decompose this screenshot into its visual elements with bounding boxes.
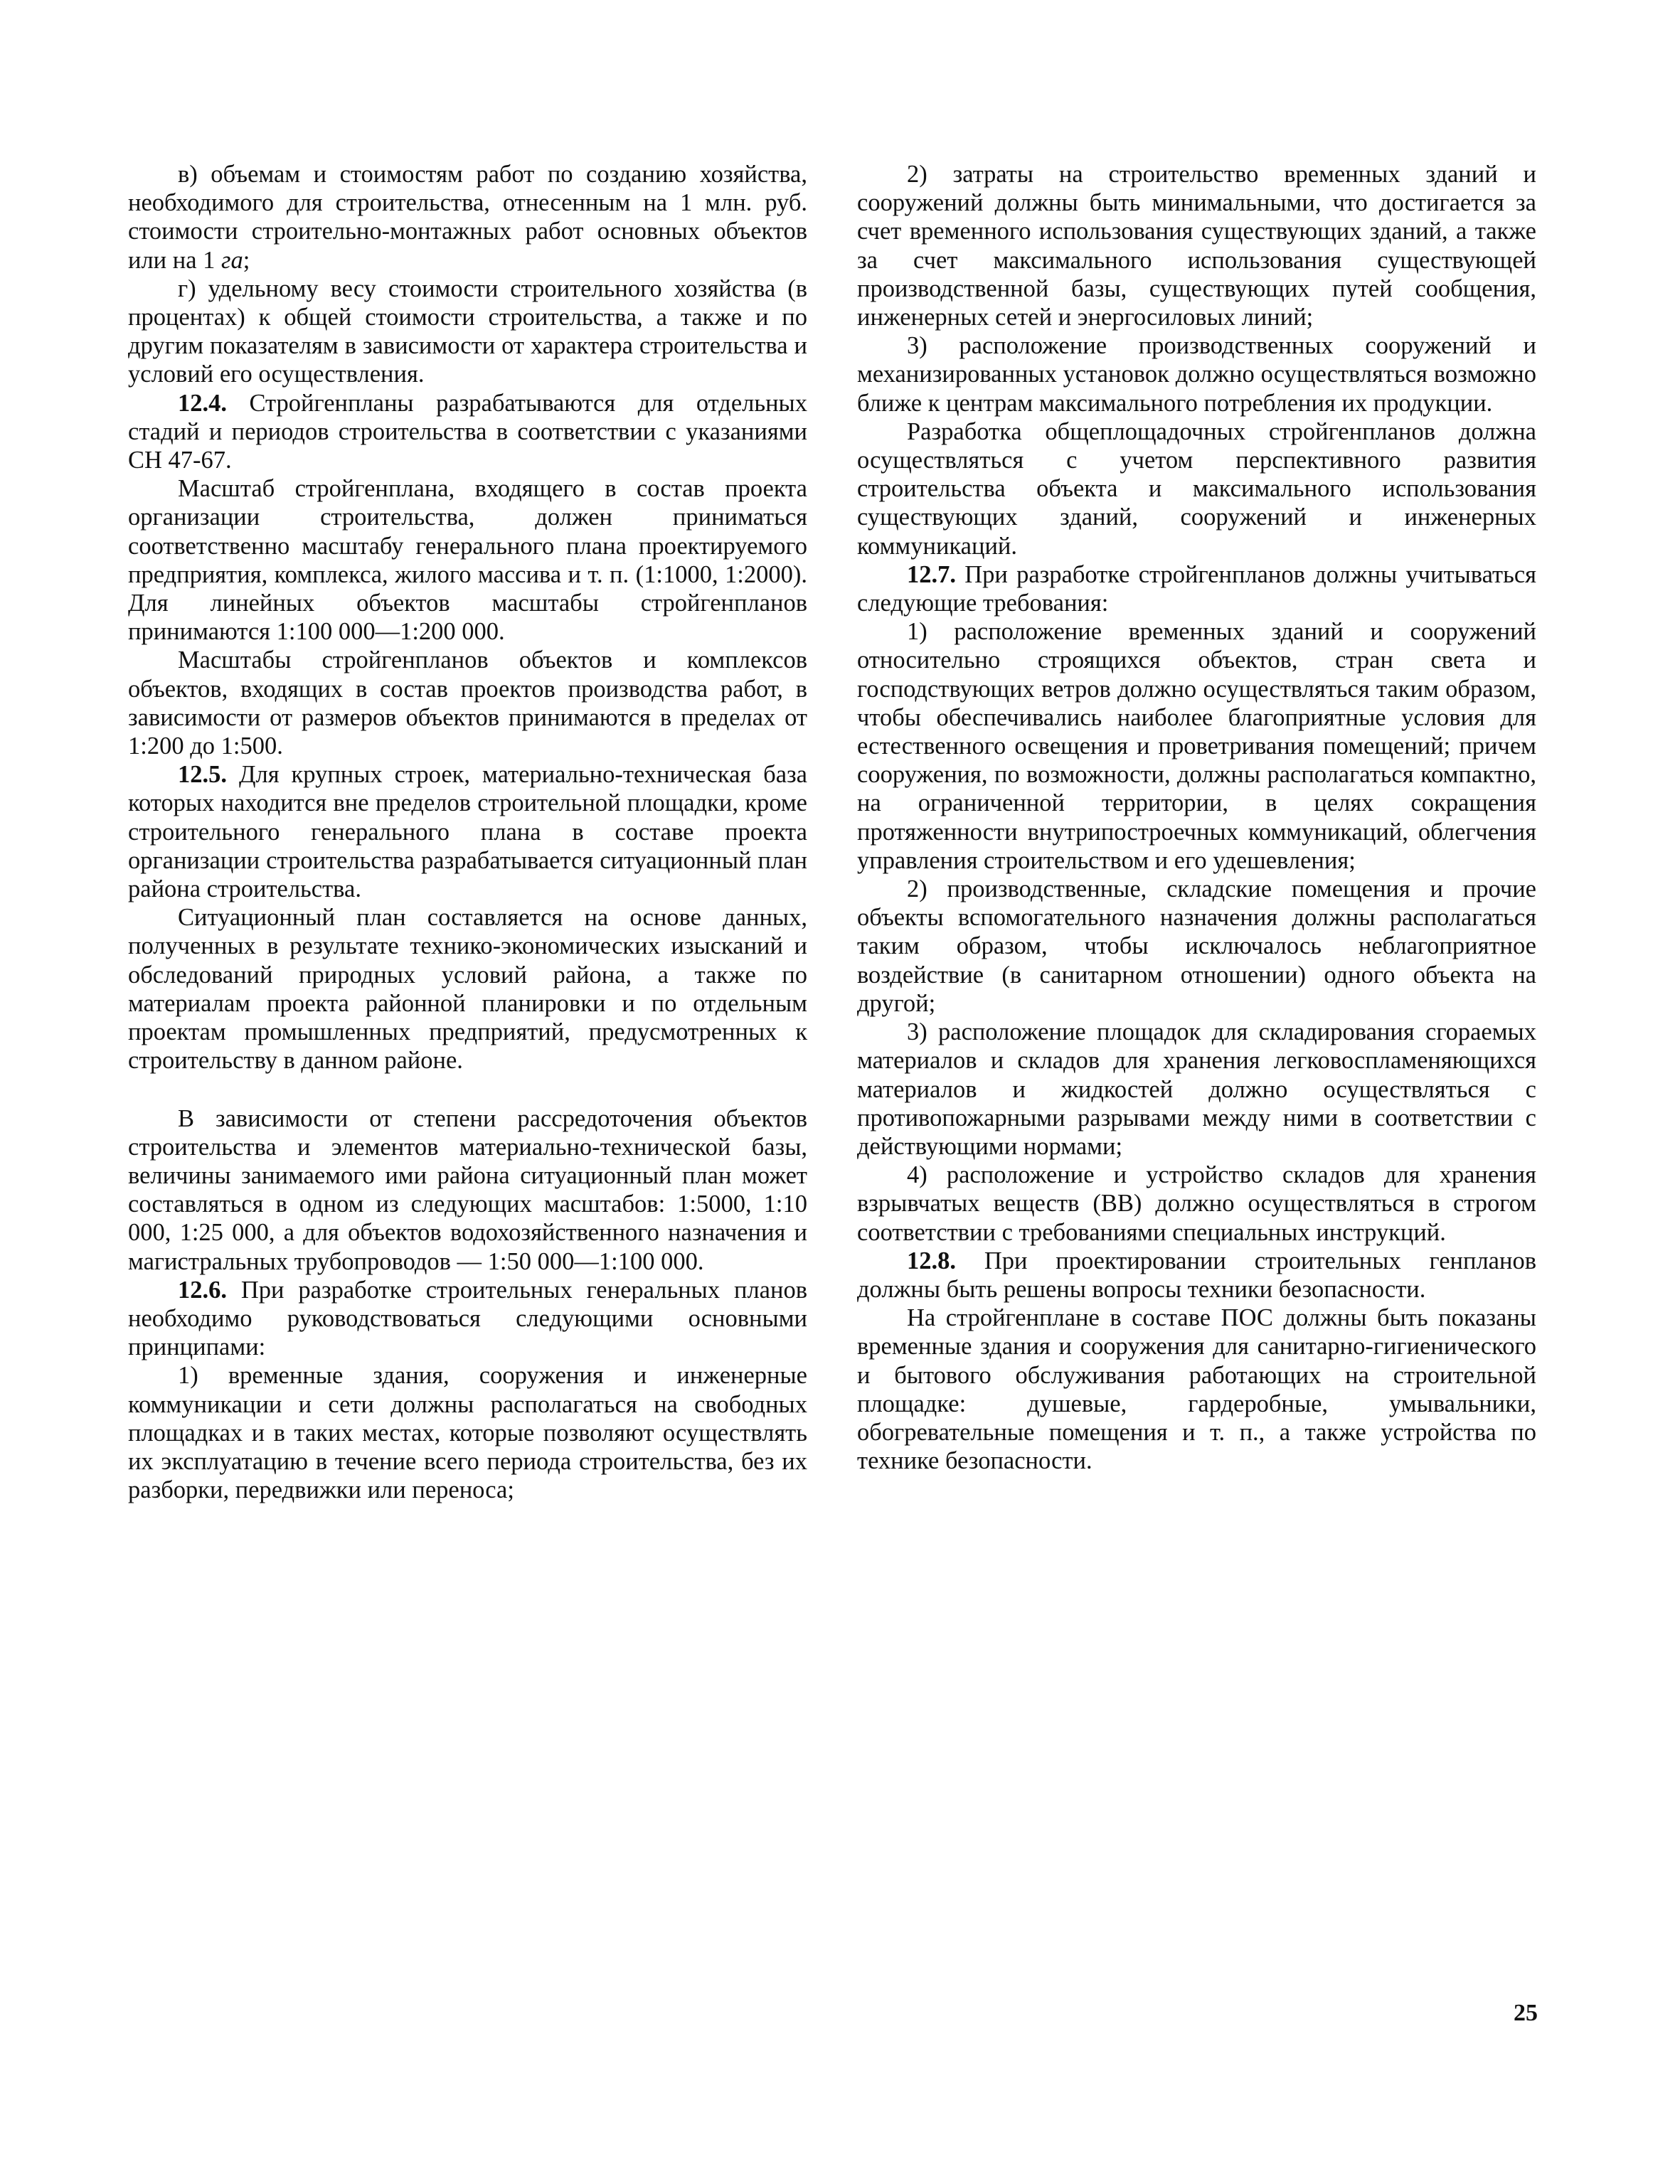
principle-1: 1) временные здания, сооружения и инженерные коммуникации и сети должны располагаться на свободных площадках и в таких местах, которые позволяют осуществлять их эксплуатацию в течение всего периода строительства, без их разборки, передвижки или переноса; (128, 1362, 807, 1504)
paragraph-scales-situation: В зависимости от степени рассредоточения объектов строительства и элементов материально-технической базы, величины занимаемого ими района ситуационный план может составляться в одном из следующих масштабов: 1:5000, 1:10 000, 1:25 000, а для объектов водохозяйственного назначения и магистральных трубопроводов — 1:50 000—1:100 000. (128, 1104, 807, 1275)
paragraph-g: г) удельному весу стоимости строительного хозяйства (в процентах) к общей стоимости строительства, а также и по другим показателям в зависимости от характера строительства и условий его осуществления. (128, 275, 807, 388)
section-number: 12.5. (178, 761, 227, 789)
page-number: 25 (1514, 2000, 1538, 2026)
section-12-5: 12.5. Для крупных строек, материально-техническая база которых находится вне пределов строительной площадки, кроме строительного генерального плана в составе проекта организации строительства разрабатывается ситуационный план района строительства. (128, 761, 807, 903)
unit-ga: га (221, 246, 243, 274)
requirement-2: 2) производственные, складские помещения и прочие объекты вспомогательного назначения должны располагаться таким образом, чтобы исключалось неблагоприятное воздействие (в санитарном отношении) одного объекта на другой; (857, 875, 1536, 1017)
paragraph-general-plans: Разработка общеплощадочных стройгенпланов должна осуществляться с учетом перспективного развития строительства объекта и максимального использования существующих зданий, сооружений и инженерных коммуникаций. (857, 417, 1536, 560)
section-number: 12.6. (178, 1276, 227, 1304)
section-12-7: 12.7. При разработке стройгенпланов должны учитываться следующие требования: (857, 560, 1536, 617)
left-column (128, 160, 807, 1504)
paragraph-v: в) объемам и стоимостям работ по созданию хозяйства, необходимого для строительства, отнесенным на 1 млн. руб. стоимости строительно-монтажных работ основных объектов или на 1 га; (128, 161, 807, 274)
paragraph-scales-ppr: Масштабы стройгенпланов объектов и комплексов объектов, входящих в состав проектов производства работ, в зависимости от размеров объектов принимаются в пределах от 1:200 до 1:500. (128, 646, 807, 760)
paragraph-pos-sanitary: На стройгенплане в составе ПОС должны быть показаны временные здания и сооружения для санитарно-гигиенического и бытового обслуживания работающих на строительной площадке: душевые, гардеробные, умывальники, обогревательные помещения и т. п., а также устройства по технике безопасности. (857, 1304, 1536, 1475)
section-number: 12.8. (907, 1247, 956, 1274)
section-12-8: 12.8. При проектировании строительных генпланов должны быть решены вопросы техники безопасности. (857, 1247, 1536, 1303)
requirement-3: 3) расположение площадок для складирования сгораемых материалов и складов для хранения легковоспламеняющихся материалов и жидкостей должно осуществляться с противопожарными разрывами между ними в соответствии с действующими нормами; (857, 1018, 1536, 1160)
section-number: 12.7. (907, 560, 956, 588)
principle-3: 3) расположение производственных сооружений и механизированных установок должно осуществляться возможно ближе к центрам максимального потребления их продукции. (857, 332, 1536, 417)
section-12-4: 12.4. Стройгенпланы разрабатываются для отдельных стадий и периодов строительства в соответствии с указаниями СН 47-67. (128, 389, 807, 474)
requirement-4: 4) расположение и устройство складов для хранения взрывчатых веществ (ВВ) должно осуществляться в строгом соответствии с требованиями специальных инструкций. (857, 1161, 1536, 1246)
paragraph-scale: Масштаб стройгенплана, входящего в состав проекта организации строительства, должен приниматься соответственно масштабу генерального плана проектируемого предприятия, комплекса, жилого массива и т. п. (1:1000, 1:2000). Для линейных объектов масштабы стройгенпланов принимаются 1:100 000—1:200 000. (128, 475, 807, 646)
section-number: 12.4. (178, 389, 227, 417)
right-column (857, 160, 1536, 1475)
principle-2: 2) затраты на строительство временных зданий и сооружений должны быть минимальными, что достигается за счет временного использования существующих зданий, а также за счет максимального использования существующей производственной базы, существующих путей сообщения, инженерных сетей и энергосиловых линий; (857, 161, 1536, 331)
section-12-6: 12.6. При разработке строительных генеральных планов необходимо руководствоваться следующими основными принципами: (128, 1276, 807, 1361)
paragraph-situation-plan: Ситуационный план составляется на основе данных, полученных в результате технико-экономических изысканий и обследований природных условий района, а также по материалам проекта районной планировки и по отдельным проектам промышленных предприятий, предусмотренных к строительству в данном районе. (128, 904, 807, 1075)
requirement-1: 1) расположение временных зданий и сооружений относительно строящихся объектов, стран света и господствующих ветров должно осуществляться таким образом, чтобы обеспечивались наиболее благоприятные условия для естественного освещения и проветривания помещений; причем сооружения, по возможности, должны располагаться компактно, на ограниченной территории, в целях сокращения протяженности внутрипостроечных коммуникаций, облегчения управления строительством и его удешевления; (857, 618, 1536, 874)
